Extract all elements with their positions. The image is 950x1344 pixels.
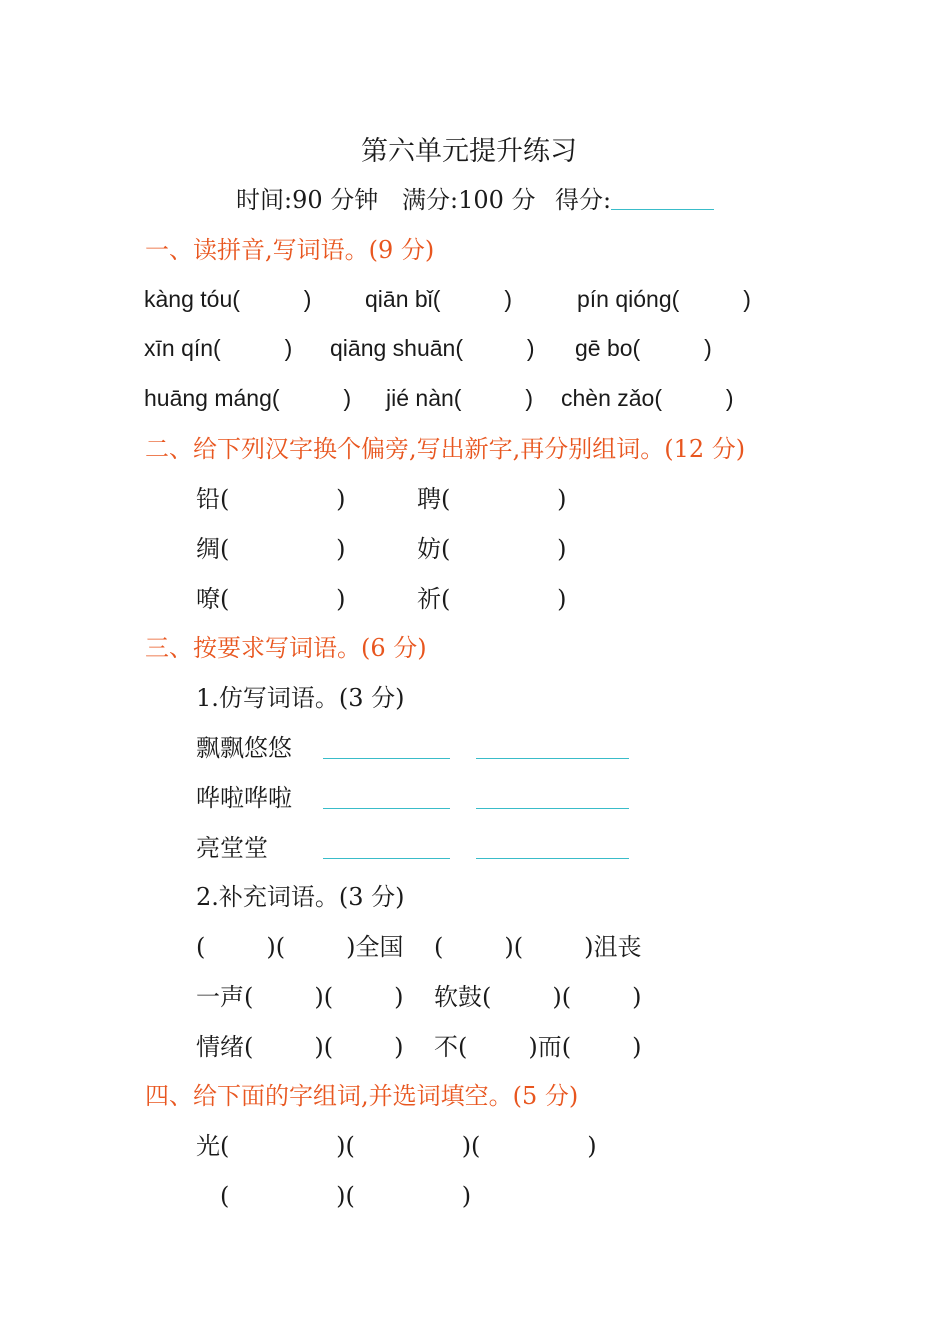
section-heading-3: 三、按要求写词语。(6 分) <box>145 634 427 662</box>
radical-item: 聘( ) <box>417 485 567 513</box>
answer-blank[interactable] <box>323 758 450 759</box>
fill-word: 软鼓( )( ) <box>434 983 642 1011</box>
pinyin-item: xīn qín( ) <box>144 335 293 361</box>
radical-item: 祈( ) <box>417 585 567 613</box>
radical-item: 绸( ) <box>196 535 346 563</box>
subsection-label-1: 1.仿写词语。(3 分) <box>196 684 405 712</box>
section-heading-2: 二、给下列汉字换个偏旁,写出新字,再分别组词。(12 分) <box>145 435 746 463</box>
example-word: 哗啦哗啦 <box>196 784 292 812</box>
fill-word: 一声( )( ) <box>196 983 404 1011</box>
section-heading-1: 一、读拼音,写词语。(9 分) <box>145 236 435 264</box>
time-limit: 时间:90 分钟 <box>236 186 379 214</box>
pinyin-item: chèn zǎo( ) <box>561 385 734 411</box>
page-title: 第六单元提升练习 <box>361 136 577 167</box>
answer-blank[interactable] <box>476 758 629 759</box>
section-heading-4: 四、给下面的字组词,并选词填空。(5 分) <box>145 1082 579 1110</box>
fill-word: ( )( )全国 <box>196 933 404 961</box>
fill-word: 不( )而( ) <box>434 1033 642 1061</box>
compose-row: ( )( ) <box>220 1182 472 1210</box>
score-label: 得分: <box>555 186 612 214</box>
radical-item: 妨( ) <box>417 535 567 563</box>
answer-blank[interactable] <box>323 858 450 859</box>
pinyin-item: huāng máng( ) <box>144 385 352 411</box>
radical-item: 嘹( ) <box>196 585 346 613</box>
example-word: 飘飘悠悠 <box>196 734 292 762</box>
fill-word: ( )( )沮丧 <box>434 933 642 961</box>
score-blank[interactable] <box>611 209 714 210</box>
full-score: 满分:100 分 <box>402 186 536 214</box>
pinyin-item: gē bo( ) <box>575 335 712 361</box>
compose-row: 光( )( )( ) <box>196 1132 597 1160</box>
answer-blank[interactable] <box>323 808 450 809</box>
pinyin-item: qiāng shuān( ) <box>330 335 535 361</box>
radical-item: 铅( ) <box>196 485 346 513</box>
fill-word: 情绪( )( ) <box>196 1033 404 1061</box>
subsection-label-2: 2.补充词语。(3 分) <box>196 883 405 911</box>
pinyin-item: pín qióng( ) <box>577 286 751 312</box>
answer-blank[interactable] <box>476 808 629 809</box>
pinyin-item: kàng tóu( ) <box>144 286 312 312</box>
example-word: 亮堂堂 <box>196 834 268 862</box>
pinyin-item: qiān bǐ( ) <box>365 286 512 312</box>
pinyin-item: jié nàn( ) <box>386 385 533 411</box>
answer-blank[interactable] <box>476 858 629 859</box>
